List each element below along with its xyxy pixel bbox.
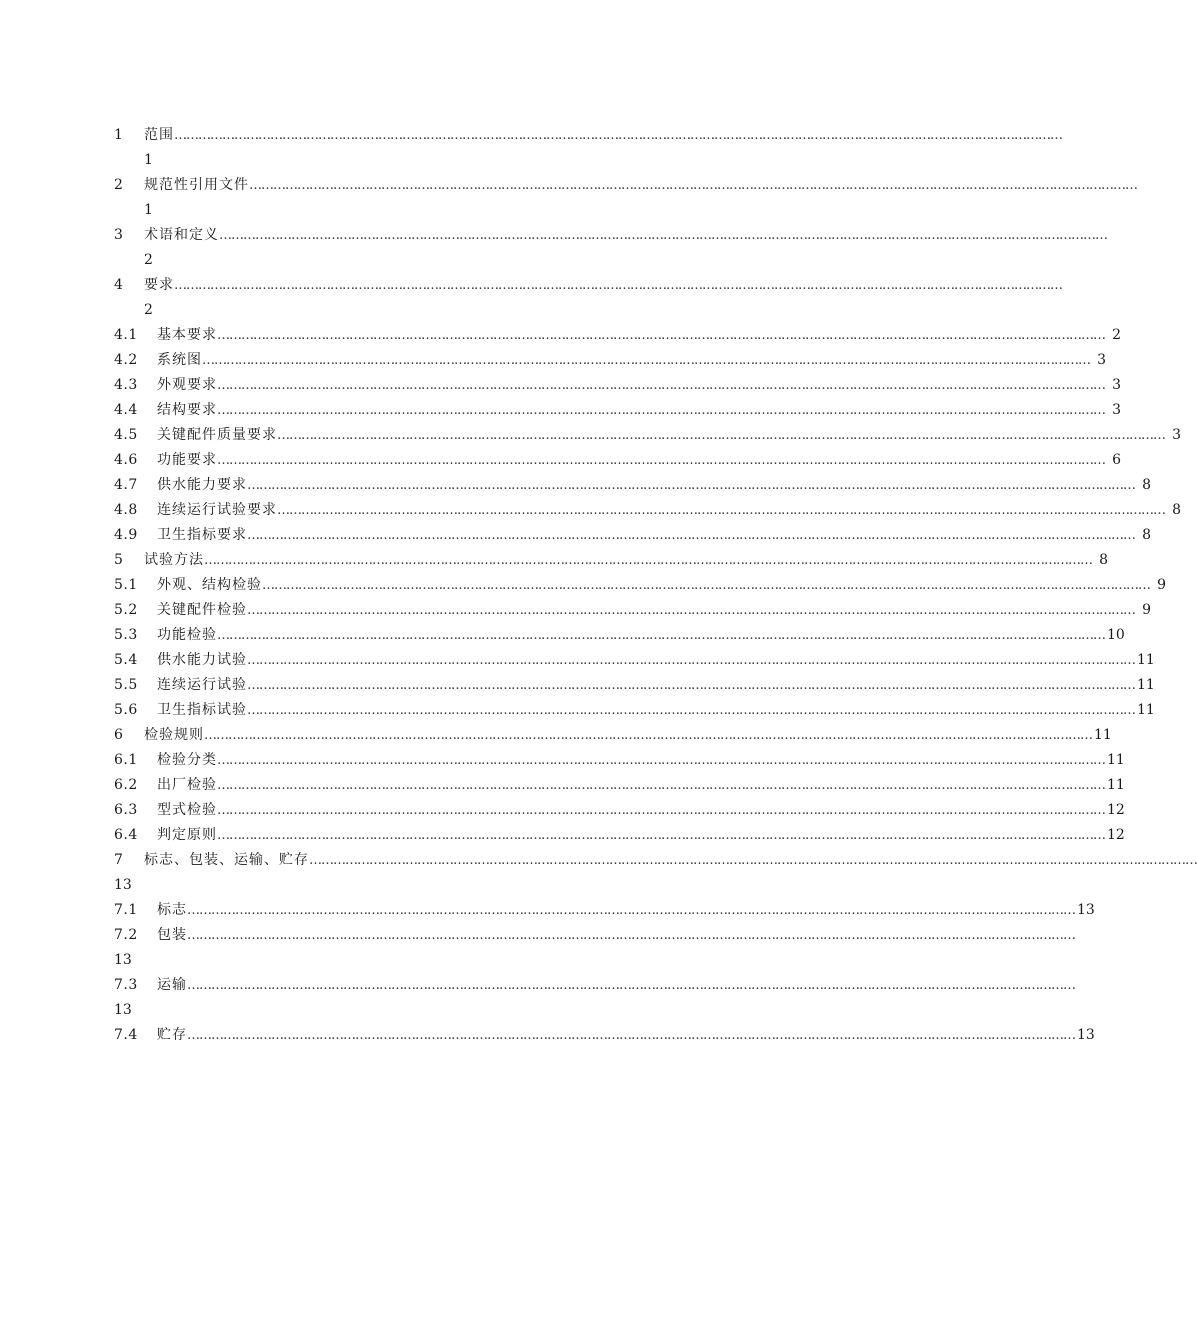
toc-title: 基本要求 [157, 327, 217, 343]
toc-title: 术语和定义 [144, 227, 219, 243]
toc-title: 功能要求 [157, 452, 217, 468]
toc-number: 5.4 [114, 652, 138, 668]
toc-page-number: 13 [114, 952, 132, 968]
toc-number: 4.3 [114, 377, 138, 393]
toc-title: 卫生指标要求 [157, 527, 247, 543]
toc-entry[interactable] [114, 423, 1181, 448]
toc-entry[interactable] [114, 448, 1121, 473]
toc-number: 4.7 [114, 477, 138, 493]
toc-entry[interactable] [114, 573, 1166, 598]
toc-number: 2 [114, 177, 124, 193]
toc-title: 标志 [157, 902, 187, 918]
toc-page-number: 8 [1099, 552, 1108, 568]
toc-title: 范围 [144, 127, 174, 143]
toc-page-number: 2 [144, 252, 153, 268]
toc-entry[interactable] [114, 748, 1125, 773]
toc-title: 规范性引用文件 [144, 177, 249, 193]
toc-number: 7.3 [114, 977, 138, 993]
toc-page-number: 9 [1142, 602, 1151, 618]
toc-entry[interactable] [114, 523, 1151, 548]
toc-page-number: 11 [1107, 752, 1125, 768]
toc-title: 系统图 [157, 352, 202, 368]
toc-title: 卫生指标试验 [157, 702, 247, 718]
toc-entry[interactable] [114, 798, 1125, 823]
toc-number: 7 [114, 852, 124, 868]
toc-page-number: 11 [1137, 677, 1155, 693]
toc-leader-dots: …………………………………………………………………………………………………………………………………………………………………………………………………… [247, 678, 1135, 693]
toc-leader-dots: …………………………………………………………………………………………………………………………………………………………………………………………………… [217, 753, 1105, 768]
toc-leader-dots: …………………………………………………………………………………………………………………………………………………………………………………………………… [277, 428, 1165, 443]
toc-leader-dots: …………………………………………………………………………………………………………………………………………………………………………………………………… [217, 378, 1105, 393]
toc-page-number: 12 [1107, 802, 1125, 818]
toc-entry[interactable] [114, 323, 1121, 348]
toc-leader-dots: …………………………………………………………………………………………………………………………………………………………………………………………………… [247, 478, 1135, 493]
toc-page-number: 1 [144, 152, 153, 168]
toc-leader-dots: …………………………………………………………………………………………………………………………………………………………………………………………………… [204, 553, 1092, 568]
toc-page-number: 2 [144, 302, 153, 318]
toc-page-number: 11 [1107, 777, 1125, 793]
toc-title: 关键配件检验 [157, 602, 247, 618]
toc-page-number: 8 [1172, 502, 1181, 518]
toc-entry[interactable] [114, 548, 1108, 573]
toc-leader-dots: …………………………………………………………………………………………………………………………………………………………………………………………………… [187, 978, 1075, 993]
toc-page-number: 3 [1112, 402, 1121, 418]
toc-title: 运输 [157, 977, 187, 993]
toc-page-number: 12 [1107, 827, 1125, 843]
toc-leader-dots: …………………………………………………………………………………………………………………………………………………………………………………………………… [217, 628, 1105, 643]
toc-number: 5.2 [114, 602, 138, 618]
toc-leader-dots: …………………………………………………………………………………………………………………………………………………………………………………………………… [247, 603, 1135, 618]
toc-page-number: 11 [1137, 702, 1155, 718]
toc-number: 5.6 [114, 702, 138, 718]
toc-number: 6.3 [114, 802, 138, 818]
toc-leader-dots: …………………………………………………………………………………………………………………………………………………………………………………………………… [217, 453, 1105, 468]
toc-leader-dots: …………………………………………………………………………………………………………………………………………………………………………………………………… [309, 853, 1197, 868]
toc-leader-dots: …………………………………………………………………………………………………………………………………………………………………………………………………… [217, 403, 1105, 418]
toc-title: 出厂检验 [157, 777, 217, 793]
toc-entry[interactable] [114, 848, 1197, 873]
toc-entry[interactable] [114, 348, 1106, 373]
toc-entry[interactable] [114, 398, 1121, 423]
toc-leader-dots: …………………………………………………………………………………………………………………………………………………………………………………………………… [217, 828, 1105, 843]
toc-page-number: 3 [1097, 352, 1106, 368]
toc-leader-dots: …………………………………………………………………………………………………………………………………………………………………………………………………… [247, 653, 1135, 668]
toc-title: 标志、包装、运输、贮存 [144, 852, 309, 868]
toc-entry[interactable] [114, 673, 1155, 698]
toc-page-number: 13 [114, 877, 132, 893]
toc-entry[interactable] [114, 773, 1125, 798]
toc-leader-dots: …………………………………………………………………………………………………………………………………………………………………………………………………… [247, 703, 1135, 718]
toc-leader-dots: …………………………………………………………………………………………………………………………………………………………………………………………………… [217, 778, 1105, 793]
toc-page-number: 8 [1142, 477, 1151, 493]
toc-leader-dots: …………………………………………………………………………………………………………………………………………………………………………………………………… [204, 728, 1092, 743]
toc-entry[interactable] [114, 898, 1095, 923]
toc-title: 连续运行试验 [157, 677, 247, 693]
toc-entry[interactable] [114, 623, 1125, 648]
toc-page-number: 11 [1137, 652, 1155, 668]
toc-page-number: 9 [1157, 577, 1166, 593]
toc-entry[interactable] [114, 223, 1107, 248]
toc-number: 5.1 [114, 577, 138, 593]
toc-number: 4.8 [114, 502, 138, 518]
toc-number: 4.1 [114, 327, 138, 343]
toc-number: 6.1 [114, 752, 138, 768]
toc-leader-dots: …………………………………………………………………………………………………………………………………………………………………………………………………… [217, 803, 1105, 818]
toc-title: 判定原则 [157, 827, 217, 843]
table-of-contents [114, 123, 1197, 1048]
toc-number: 4.9 [114, 527, 138, 543]
toc-leader-dots: …………………………………………………………………………………………………………………………………………………………………………………………………… [247, 528, 1135, 543]
toc-number: 7.4 [114, 1027, 138, 1043]
toc-page-number: 13 [114, 1002, 132, 1018]
toc-leader-dots: …………………………………………………………………………………………………………………………………………………………………………………………………… [249, 178, 1137, 193]
toc-number: 7.1 [114, 902, 138, 918]
toc-page-number: 1 [144, 202, 153, 218]
toc-number: 7.2 [114, 927, 138, 943]
toc-leader-dots: …………………………………………………………………………………………………………………………………………………………………………………………………… [202, 353, 1090, 368]
toc-entry[interactable] [114, 598, 1151, 623]
toc-entry[interactable] [114, 498, 1181, 523]
toc-page-number: 2 [1112, 327, 1121, 343]
toc-leader-dots: …………………………………………………………………………………………………………………………………………………………………………………………………… [187, 1028, 1075, 1043]
toc-page-number: 10 [1107, 627, 1125, 643]
toc-entry[interactable] [114, 273, 1062, 298]
toc-number: 6.2 [114, 777, 138, 793]
toc-leader-dots: …………………………………………………………………………………………………………………………………………………………………………………………………… [187, 903, 1075, 918]
toc-title: 包装 [157, 927, 187, 943]
toc-entry[interactable] [114, 723, 1112, 748]
toc-leader-dots: …………………………………………………………………………………………………………………………………………………………………………………………………… [174, 278, 1062, 293]
toc-title: 外观、结构检验 [157, 577, 262, 593]
toc-title: 外观要求 [157, 377, 217, 393]
toc-title: 要求 [144, 277, 174, 293]
toc-entry[interactable] [114, 648, 1155, 673]
toc-number: 4.5 [114, 427, 138, 443]
toc-number: 4.6 [114, 452, 138, 468]
toc-entry[interactable] [114, 373, 1121, 398]
toc-entry[interactable] [114, 823, 1125, 848]
toc-page-number: 8 [1142, 527, 1151, 543]
toc-title: 贮存 [157, 1027, 187, 1043]
toc-title: 检验规则 [144, 727, 204, 743]
toc-page-number: 13 [1077, 1027, 1095, 1043]
toc-number: 6.4 [114, 827, 138, 843]
toc-number: 4 [114, 277, 124, 293]
toc-leader-dots: …………………………………………………………………………………………………………………………………………………………………………………………………… [219, 228, 1107, 243]
toc-leader-dots: …………………………………………………………………………………………………………………………………………………………………………………………………… [217, 328, 1105, 343]
toc-page-number: 3 [1172, 427, 1181, 443]
toc-title: 试验方法 [144, 552, 204, 568]
toc-entry[interactable] [114, 923, 1075, 948]
toc-number: 6 [114, 727, 124, 743]
toc-page-number: 13 [1077, 902, 1095, 918]
toc-leader-dots: …………………………………………………………………………………………………………………………………………………………………………………………………… [262, 578, 1150, 593]
toc-number: 5.5 [114, 677, 138, 693]
toc-page-number: 3 [1112, 377, 1121, 393]
toc-title: 检验分类 [157, 752, 217, 768]
toc-leader-dots: …………………………………………………………………………………………………………………………………………………………………………………………………… [174, 128, 1062, 143]
toc-page-number: 11 [1094, 727, 1112, 743]
toc-number: 1 [114, 127, 124, 143]
toc-number: 4.2 [114, 352, 138, 368]
toc-title: 关键配件质量要求 [157, 427, 277, 443]
toc-entry[interactable] [114, 473, 1151, 498]
toc-title: 供水能力要求 [157, 477, 247, 493]
toc-entry[interactable] [114, 123, 1062, 148]
toc-title: 结构要求 [157, 402, 217, 418]
toc-entry[interactable] [114, 698, 1155, 723]
toc-entry[interactable] [114, 1023, 1095, 1048]
toc-entry[interactable] [114, 173, 1137, 198]
toc-title: 供水能力试验 [157, 652, 247, 668]
toc-leader-dots: …………………………………………………………………………………………………………………………………………………………………………………………………… [277, 503, 1165, 518]
toc-title: 连续运行试验要求 [157, 502, 277, 518]
toc-title: 型式检验 [157, 802, 217, 818]
toc-entry[interactable] [114, 973, 1075, 998]
toc-number: 5.3 [114, 627, 138, 643]
toc-number: 5 [114, 552, 124, 568]
toc-leader-dots: …………………………………………………………………………………………………………………………………………………………………………………………………… [187, 928, 1075, 943]
toc-number: 4.4 [114, 402, 138, 418]
toc-title: 功能检验 [157, 627, 217, 643]
toc-number: 3 [114, 227, 124, 243]
toc-page-number: 6 [1112, 452, 1121, 468]
